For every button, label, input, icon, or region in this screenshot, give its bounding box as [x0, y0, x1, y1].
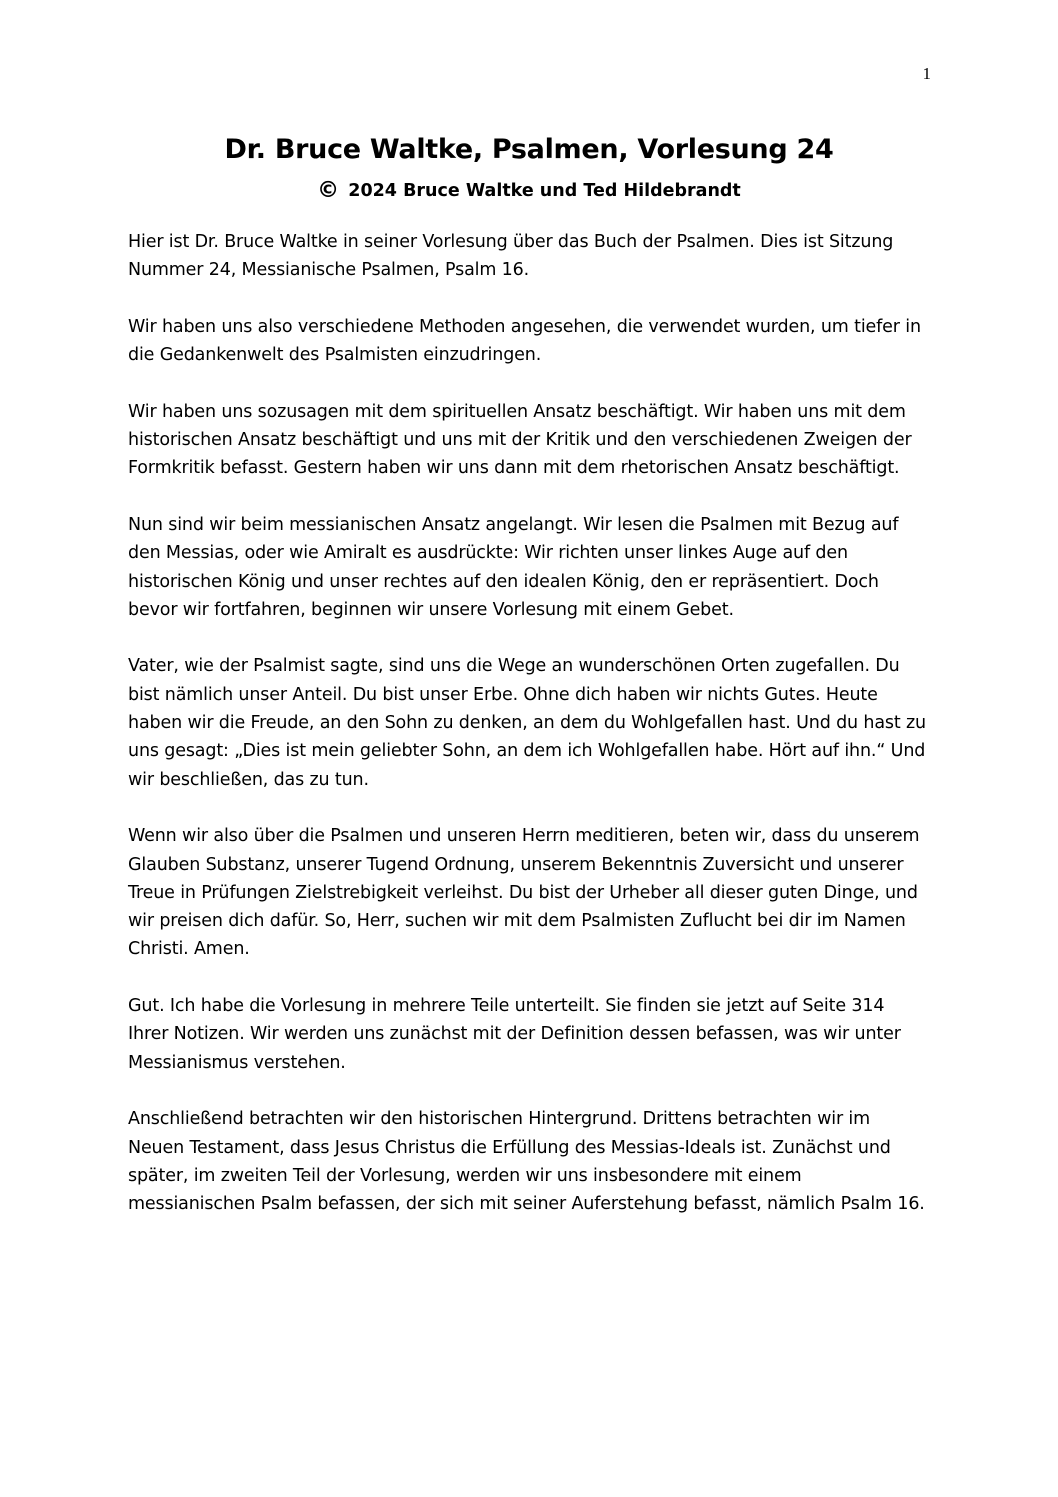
- paragraph-5: Vater, wie der Psalmist sagte, sind uns die Wege an wunderschönen Orten zugefallen. Du bist nämlich unser Anteil. Du bist unser Erbe. Ohne dich haben wir nichts Gutes. Heute haben wir die Freude, an den Sohn zu denken, an dem du Wohlgefallen hast. Und du hast zu uns gesagt: „Dies ist mein geliebter Sohn, an dem ich Wohlgefallen habe. Hört auf ihn.“ Und wir beschließen, das zu tun.: [128, 656, 926, 790]
- page-number: 1: [922, 64, 931, 83]
- paragraph-4: Nun sind wir beim messianischen Ansatz angelangt. Wir lesen die Psalmen mit Bezug auf den Messias, oder wie Amiralt es ausdrückte: Wir richten unser linkes Auge auf den historischen König und unser rechtes auf den idealen König, den er repräsentiert. Doch bevor wir fortfahren, beginnen wir unsere Vorlesung mit einem Gebet.: [128, 514, 899, 620]
- paragraph-3: Wir haben uns sozusagen mit dem spirituellen Ansatz beschäftigt. Wir haben uns mit dem historischen Ansatz beschäftigt und uns mit der Kritik und den verschiedenen Zweigen der Formkritik befasst. Gestern haben wir uns dann mit dem rhetorischen Ansatz beschäftigt.: [128, 401, 912, 479]
- copyright-line: [0, 178, 1058, 203]
- paragraph-1: Hier ist Dr. Bruce Waltke in seiner Vorlesung über das Buch der Psalmen. Dies ist Sitzung Nummer 24, Messianische Psalmen, Psalm 16.: [128, 232, 894, 281]
- document-title: Dr. Bruce Waltke, Psalmen, Vorlesung 24: [224, 134, 834, 165]
- copyright-symbol: ©: [317, 178, 340, 203]
- document-body: [128, 228, 928, 1247]
- paragraph-7: Gut. Ich habe die Vorlesung in mehrere Teile unterteilt. Sie finden sie jetzt auf Seite 314 Ihrer Notizen. Wir werden uns zunächst mit der Definition dessen befassen, was wir unter Messianismus verstehen.: [128, 996, 901, 1073]
- paragraph-8: Anschließend betrachten wir den historischen Hintergrund. Drittens betrachten wir im Neuen Testament, dass Jesus Christus die Erfüllung des Messias-Ideals ist. Zunächst und später, im zweiten Teil der Vorlesung, werden wir uns insbesondere mit einem messianischen Psalm befassen, der sich mit seiner Auferstehung befasst, nämlich Psalm 16.: [128, 1109, 925, 1215]
- paragraph-2: Wir haben uns also verschiedene Methoden angesehen, die verwendet wurden, um tiefer in die Gedankenwelt des Psalmisten einzudringen.: [128, 316, 921, 366]
- copyright-text: 2024 Bruce Waltke und Ted Hildebrandt: [348, 181, 741, 201]
- paragraph-6: Wenn wir also über die Psalmen und unseren Herrn meditieren, beten wir, dass du unserem Glauben Substanz, unserer Tugend Ordnung, unserem Bekenntnis Zuversicht und unserer Treue in Prüfungen Zielstrebigkeit verleihst. Du bist der Urheber all dieser guten Dinge, und wir preisen dich dafür. So, Herr, suchen wir mit dem Psalmisten Zuflucht bei dir im Namen Christi. Amen.: [128, 826, 920, 960]
